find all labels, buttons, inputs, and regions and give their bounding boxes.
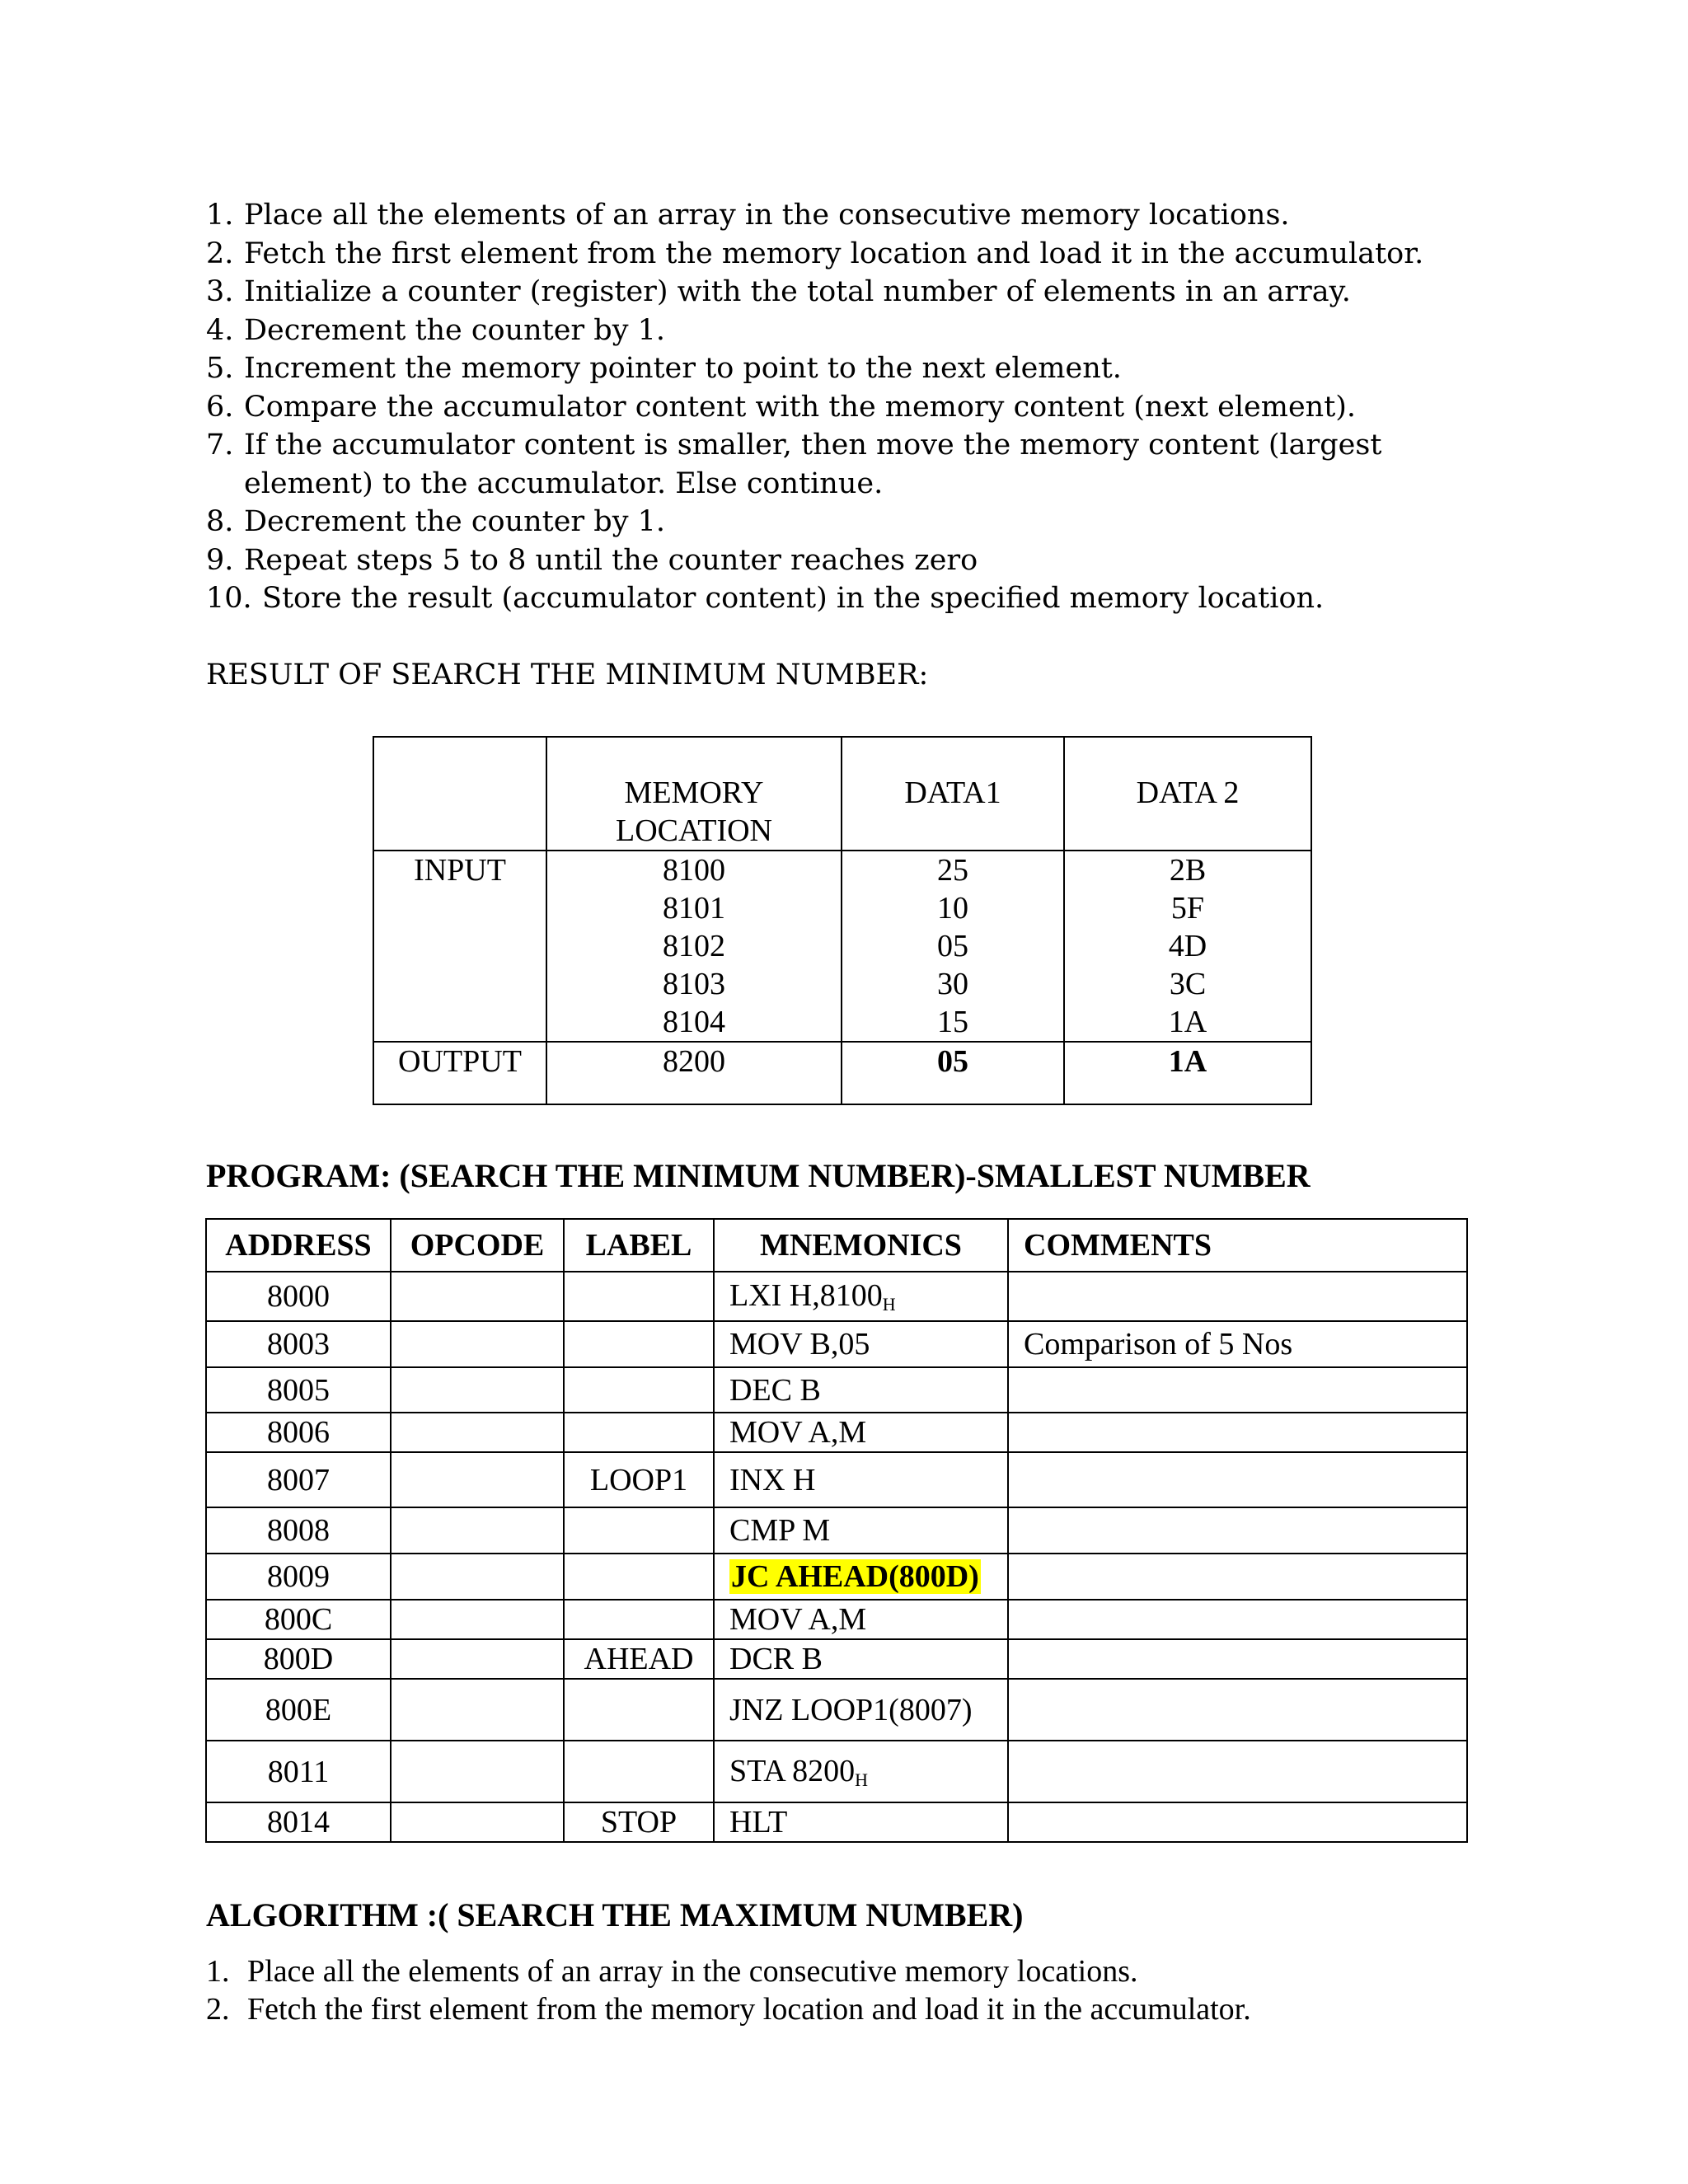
program-heading: PROGRAM: (SEARCH THE MINIMUM NUMBER)-SMALLEST NUMBER — [206, 1157, 1311, 1194]
result-header-data1: DATA1 — [842, 737, 1064, 851]
step-number: 1. — [206, 199, 234, 232]
comment-cell — [1008, 1507, 1467, 1554]
address-cell: 800C — [206, 1600, 391, 1639]
mnemonic-cell — [714, 1741, 1008, 1802]
mnemonic-cell — [714, 1554, 1008, 1600]
step-text: Decrement the counter by 1. — [244, 313, 665, 347]
comment-cell — [1008, 1554, 1467, 1600]
step-number: 8. — [206, 505, 234, 538]
table-cell: 15 — [937, 1005, 968, 1039]
mnemonic-cell: MOV A,M — [714, 1600, 1008, 1639]
label-cell: LOOP1 — [564, 1452, 714, 1507]
step-number: 5. — [206, 352, 234, 385]
comment-cell — [1008, 1639, 1467, 1679]
step-text: Repeat steps 5 to 8 until the counter reaches zero — [244, 543, 978, 577]
input-data2 — [1064, 851, 1311, 1042]
table-row — [206, 1507, 1467, 1554]
address-cell: 8009 — [206, 1554, 391, 1600]
comment-cell — [1008, 1600, 1467, 1639]
step-text: Compare the accumulator content with the memory content (next element). — [244, 390, 1357, 424]
mnemonic-text: STA 8200 — [729, 1753, 856, 1788]
step-item — [206, 1952, 1251, 1990]
result-header-blank — [373, 737, 546, 851]
opcode-cell — [391, 1272, 564, 1321]
mnemonic-cell: JNZ LOOP1(8007) — [714, 1679, 1008, 1741]
step-number: 6. — [206, 390, 234, 424]
table-cell: 10 — [937, 891, 968, 926]
opcode-cell — [391, 1321, 564, 1367]
step-text: Place all the elements of an array in the consecutive memory locations. — [247, 1954, 1138, 1989]
comment-cell — [1008, 1413, 1467, 1452]
table-cell: 3C — [1169, 967, 1207, 1001]
step-number: 7. — [206, 429, 234, 462]
opcode-cell — [391, 1639, 564, 1679]
table-row — [206, 1321, 1467, 1367]
address-cell: 8006 — [206, 1413, 391, 1452]
table-cell: 1A — [1168, 1005, 1207, 1039]
input-label: INPUT — [373, 851, 546, 1042]
step-item — [206, 503, 1442, 541]
mnemonic-cell: DEC B — [714, 1367, 1008, 1413]
step-item — [206, 312, 1442, 350]
output-location: 8200 — [546, 1042, 842, 1104]
result-table-header-row — [373, 737, 1311, 851]
step-item — [206, 579, 1442, 618]
opcode-cell — [391, 1413, 564, 1452]
table-cell: 25 — [937, 853, 968, 888]
label-cell: STOP — [564, 1802, 714, 1842]
opcode-cell — [391, 1452, 564, 1507]
table-row — [206, 1600, 1467, 1639]
opcode-cell — [391, 1554, 564, 1600]
output-data1: 05 — [842, 1042, 1064, 1104]
hex-subscript: H — [882, 1294, 896, 1315]
mnemonic-cell: DCR B — [714, 1639, 1008, 1679]
opcode-cell — [391, 1741, 564, 1802]
table-row — [206, 1679, 1467, 1741]
comment-cell — [1008, 1741, 1467, 1802]
table-cell: 8103 — [663, 967, 725, 1001]
address-cell: 8007 — [206, 1452, 391, 1507]
table-cell: 4D — [1168, 929, 1207, 963]
table-cell: 5F — [1170, 891, 1205, 926]
address-cell: 8000 — [206, 1272, 391, 1321]
step-number: 2. — [206, 237, 234, 270]
label-cell — [564, 1679, 714, 1741]
result-output-row — [373, 1042, 1311, 1104]
header-address: ADDRESS — [206, 1219, 391, 1272]
algorithm-heading: ALGORITHM :( SEARCH THE MAXIMUM NUMBER) — [206, 1896, 1024, 1933]
output-data2: 1A — [1064, 1042, 1311, 1104]
table-row — [206, 1639, 1467, 1679]
comment-cell: Comparison of 5 Nos — [1008, 1321, 1467, 1367]
table-cell: 8101 — [663, 891, 725, 926]
address-cell: 8011 — [206, 1741, 391, 1802]
max-algorithm-steps-list — [206, 1952, 1251, 2028]
label-cell — [564, 1741, 714, 1802]
step-text: Fetch the first element from the memory location and load it in the accumulator. — [244, 237, 1424, 270]
step-text: Fetch the first element from the memory location and load it in the accumulator. — [247, 1992, 1251, 2027]
header-opcode: OPCODE — [391, 1219, 564, 1272]
opcode-cell — [391, 1600, 564, 1639]
table-cell: 30 — [937, 967, 968, 1001]
algorithm-steps-list — [206, 196, 1442, 618]
opcode-cell — [391, 1367, 564, 1413]
table-row — [206, 1802, 1467, 1842]
opcode-cell — [391, 1679, 564, 1741]
mnemonic-cell: MOV B,05 — [714, 1321, 1008, 1367]
step-text: Decrement the counter by 1. — [244, 505, 665, 538]
program-table-header-row — [206, 1219, 1467, 1272]
address-cell: 800E — [206, 1679, 391, 1741]
mnemonic-cell: HLT — [714, 1802, 1008, 1842]
address-cell: 8003 — [206, 1321, 391, 1367]
address-cell: 800D — [206, 1639, 391, 1679]
output-label: OUTPUT — [373, 1042, 546, 1104]
step-number: 3. — [206, 275, 234, 308]
result-heading: RESULT OF SEARCH THE MINIMUM NUMBER: — [206, 658, 929, 691]
input-data1 — [842, 851, 1064, 1042]
comment-cell — [1008, 1679, 1467, 1741]
step-item — [206, 235, 1442, 274]
label-cell — [564, 1600, 714, 1639]
header-comments: COMMENTS — [1008, 1219, 1467, 1272]
comment-cell — [1008, 1367, 1467, 1413]
mnemonic-text: LXI H,8100 — [729, 1278, 883, 1313]
step-number: 2. — [206, 1992, 230, 2027]
result-header-text: MEMORY LOCATION — [616, 776, 772, 848]
opcode-cell — [391, 1507, 564, 1554]
step-number: 1. — [206, 1954, 230, 1989]
opcode-cell — [391, 1802, 564, 1842]
header-label: LABEL — [564, 1219, 714, 1272]
table-cell: 8104 — [663, 1005, 725, 1039]
address-cell: 8008 — [206, 1507, 391, 1554]
table-cell: 8100 — [663, 853, 725, 888]
result-header-data2: DATA 2 — [1064, 737, 1311, 851]
label-cell — [564, 1367, 714, 1413]
step-text: Increment the memory pointer to point to the next element. — [244, 352, 1122, 385]
table-cell: 05 — [937, 929, 968, 963]
result-table — [373, 736, 1312, 1105]
table-row — [206, 1367, 1467, 1413]
step-item — [206, 388, 1442, 427]
step-text: Initialize a counter (register) with the total number of elements in an array. — [244, 275, 1351, 308]
highlighted-mnemonic: JC AHEAD(800D) — [731, 1559, 979, 1594]
label-cell — [564, 1272, 714, 1321]
header-mnemonics: MNEMONICS — [714, 1219, 1008, 1272]
table-cell: 2B — [1169, 853, 1207, 888]
result-header-memory-location — [546, 737, 842, 851]
program-table — [205, 1218, 1468, 1843]
table-row — [206, 1413, 1467, 1452]
table-row — [206, 1741, 1467, 1802]
label-cell — [564, 1321, 714, 1367]
mnemonic-cell: CMP M — [714, 1507, 1008, 1554]
step-item — [206, 541, 1442, 580]
result-input-row — [373, 851, 1311, 1042]
label-cell — [564, 1413, 714, 1452]
label-cell — [564, 1554, 714, 1600]
step-text: Place all the elements of an array in the consecutive memory locations. — [244, 199, 1290, 232]
step-item — [206, 196, 1442, 235]
step-number: 4. — [206, 313, 234, 347]
table-row — [206, 1452, 1467, 1507]
step-item — [206, 349, 1442, 388]
table-row — [206, 1554, 1467, 1600]
mnemonic-cell: INX H — [714, 1452, 1008, 1507]
mnemonic-cell — [714, 1272, 1008, 1321]
step-text: Store the result (accumulator content) in the specified memory location. — [262, 582, 1325, 615]
step-item — [206, 426, 1398, 503]
step-number: 9. — [206, 543, 234, 577]
table-cell: 8102 — [663, 929, 725, 963]
comment-cell — [1008, 1452, 1467, 1507]
label-cell: AHEAD — [564, 1639, 714, 1679]
comment-cell — [1008, 1272, 1467, 1321]
table-row — [206, 1272, 1467, 1321]
input-locations — [546, 851, 842, 1042]
hex-subscript: H — [855, 1769, 869, 1790]
address-cell: 8005 — [206, 1367, 391, 1413]
comment-cell — [1008, 1802, 1467, 1842]
step-text: If the accumulator content is smaller, then move the memory content (largest element) to the accumulator. Else continue. — [244, 429, 1382, 500]
step-item — [206, 1990, 1251, 2028]
step-item — [206, 273, 1442, 312]
label-cell — [564, 1507, 714, 1554]
address-cell: 8014 — [206, 1802, 391, 1842]
mnemonic-cell: MOV A,M — [714, 1413, 1008, 1452]
step-number: 10. — [206, 582, 252, 615]
